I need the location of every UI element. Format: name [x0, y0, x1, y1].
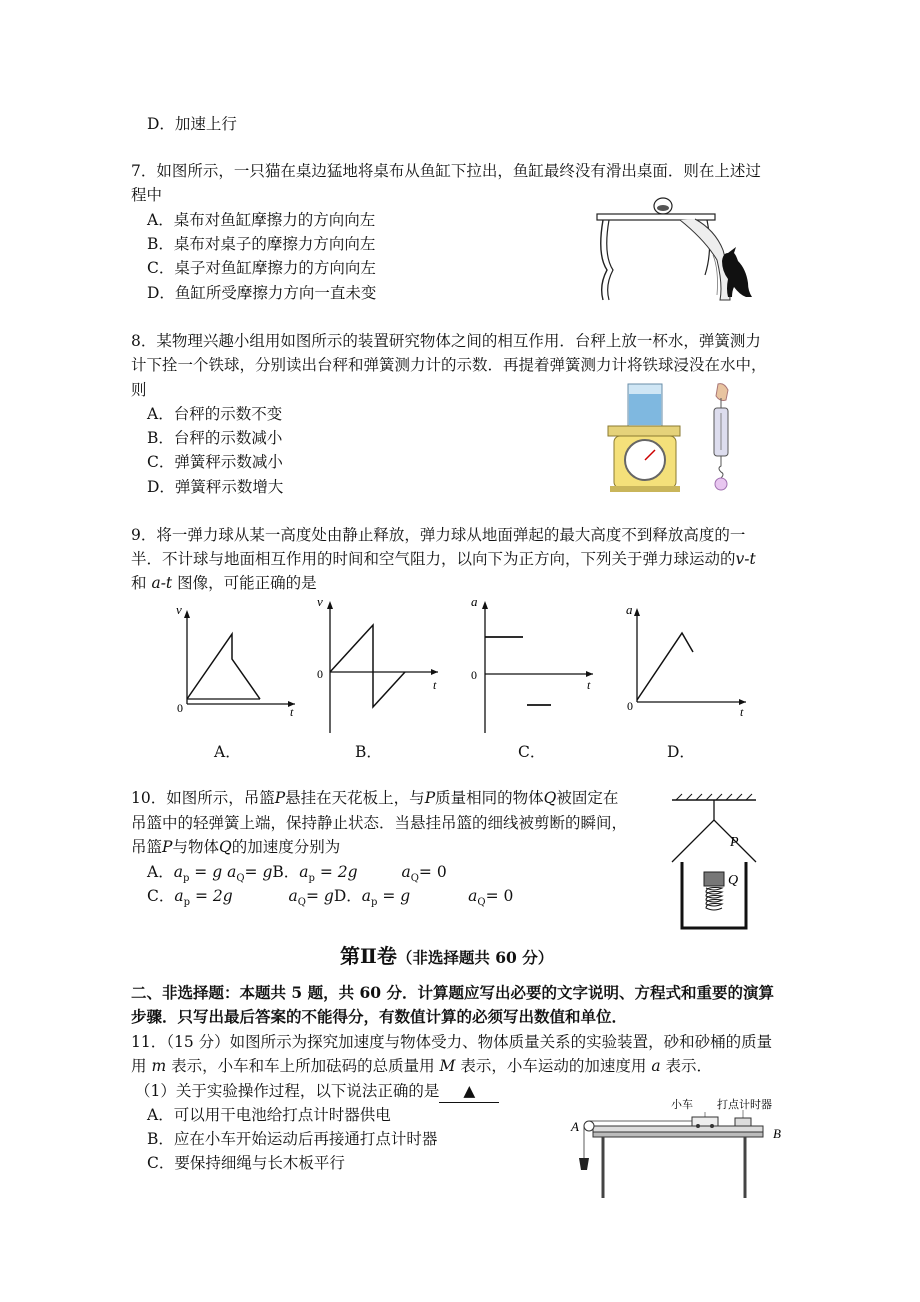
graph-a-curve — [187, 634, 260, 699]
q10-p1: P — [274, 789, 286, 807]
q10-s3a: 吊篮 — [131, 838, 163, 856]
graph-d-curve — [637, 633, 693, 700]
q7-option-d: D．鱼缸所受摩擦力方向一直未变 — [147, 284, 377, 302]
q10-eq2: = — [244, 863, 263, 881]
graph-d — [620, 600, 755, 718]
graph-a-t-label: t — [290, 705, 294, 719]
q10-sub-q4: Q — [477, 897, 486, 909]
graph-b-curve — [330, 625, 405, 707]
part2-title-text: 第Ⅱ卷 — [340, 944, 397, 968]
q11-M: M — [439, 1057, 456, 1075]
q8-stem-line1: 8．某物理兴趣小组用如图所示的装置研究物体之间的相互作用．台秤上放一杯水，弹簧测力 — [131, 332, 761, 350]
part2-title — [340, 942, 553, 972]
q11-m: m — [151, 1057, 167, 1075]
q10-sub-q3: Q — [297, 897, 306, 909]
graph-c-a-label: a — [471, 595, 478, 609]
q7-option-a: A．桌布对鱼缸摩擦力的方向向左 — [147, 211, 376, 229]
q10-options-line2 — [147, 885, 513, 914]
q10-zero2: = 0 — [485, 887, 514, 905]
q10-a-sym4: a — [401, 863, 411, 881]
q10-sub-p: p — [182, 873, 190, 885]
q10-sub-p2: p — [308, 873, 315, 885]
graph-a-v-label: v — [176, 604, 182, 617]
q10-eq6: = — [377, 887, 401, 905]
graph-b-t-label: t — [433, 678, 437, 692]
q10-2g2: 2g — [212, 887, 233, 905]
q8-option-a: A．台秤的示数不变 — [147, 405, 283, 423]
q10-s1d: 被固定在 — [556, 789, 619, 807]
graph-b-label: B． — [355, 743, 382, 761]
q9-at-label: a-t — [151, 574, 173, 592]
graph-b-v-label: v — [317, 595, 323, 609]
q11-stem-line2 — [131, 1055, 712, 1077]
q11-sub1-text: （1）关于实验操作过程，以下说法正确的是 — [135, 1082, 440, 1100]
graph-d-origin: 0 — [627, 699, 633, 713]
figure-label-p: P — [730, 835, 739, 850]
graph-c-label: C． — [518, 743, 546, 761]
q10-a-sym3: a — [299, 863, 309, 881]
q10-a-sym7: a — [361, 887, 372, 905]
q10-sub-p4: p — [371, 897, 378, 909]
figure-label-q: Q — [728, 873, 739, 888]
q10-s3b: 与物体 — [172, 838, 219, 856]
q9-stem-line2-text: 半．不计球与地面相互作用的时间和空气阻力，以向下为正方向，下列关于弹力球运动的 — [131, 550, 736, 568]
q10-a-sym6: a — [288, 887, 298, 905]
q7-stem-line1: 7．如图所示，一只猫在桌边猛地将桌布从鱼缸下拉出，鱼缸最终没有滑出桌面．则在上述过 — [131, 162, 761, 180]
graph-d-a-label: a — [626, 602, 633, 617]
graph-a-origin: 0 — [177, 701, 183, 715]
scale-and-spring-balance-figure — [600, 380, 750, 495]
q9-stem-line3-a: 和 — [131, 574, 147, 592]
q8-option-b: B．台秤的示数减小 — [147, 429, 283, 447]
q10-s1a: 10．如图所示，吊篮 — [131, 789, 275, 807]
q10-stem-line2: 吊篮中的轻弹簧上端，保持静止状态．当悬挂吊篮的细线被剪断的瞬间， — [131, 814, 628, 832]
q10-a-sym2: a — [227, 863, 237, 881]
q9-vt-label: v-t — [735, 550, 756, 568]
part2-subtitle: （非选择题共 60 分） — [396, 948, 554, 967]
q10-a-sym: a — [173, 863, 183, 881]
graph-c — [465, 595, 600, 740]
q10-a-sym5: a — [174, 887, 184, 905]
q11-a: a — [651, 1057, 661, 1075]
q10-sub-p3: p — [183, 897, 191, 909]
q10-opt-b-letter: B． — [272, 863, 300, 881]
q10-sub-q: Q — [236, 873, 245, 885]
q11-option-b: B．应在小车开始运动后再接通打点计时器 — [147, 1130, 438, 1148]
q11-answer-blank[interactable]: ▲ — [439, 1080, 499, 1103]
hanging-basket-figure — [670, 790, 770, 940]
q10-sub-q2: Q — [410, 873, 419, 885]
q8-option-c: C．弹簧秤示数减小 — [147, 453, 283, 471]
q9-stem-line3-c: 图像，可能正确的是 — [177, 574, 317, 592]
q10-q1: Q — [543, 789, 557, 807]
q10-opt-d-letter: D． — [333, 887, 362, 905]
q10-stem-line1 — [131, 787, 618, 809]
q7-option-b: B．桌布对桌子的摩擦力方向向左 — [147, 235, 376, 253]
graph-d-label: D． — [667, 743, 695, 761]
q10-eq4: = — [190, 887, 213, 905]
figure-point-b: B — [773, 1126, 781, 1141]
q11-s2d: 表示． — [665, 1057, 713, 1075]
q8-stem-line2: 计下拴一个铁球，分别读出台秤和弹簧测力计的示数．再提着弹簧测力计将铁球浸没在水中， — [131, 356, 767, 374]
q6-option-d: D．加速上行 — [147, 115, 237, 133]
figure-cart-label: 小车 — [671, 1099, 693, 1111]
cart-experiment-figure — [565, 1088, 790, 1203]
graph-c-origin: 0 — [471, 668, 477, 682]
graph-a — [170, 604, 305, 719]
q10-s3c: 的加速度分别为 — [231, 838, 341, 856]
q10-g3: g — [323, 887, 334, 905]
q10-opt-a-letter: A． — [147, 863, 174, 881]
q11-s2c: 表示，小车运动的加速度用 — [460, 1057, 647, 1075]
cat-table-figure — [595, 195, 765, 305]
q10-zero1: = 0 — [418, 863, 447, 881]
q10-g1: g — [212, 863, 223, 881]
q9-stem-line1: 9．将一弹力球从某一高度处由静止释放，弹力球从地面弹起的最大高度不到释放高度的一 — [131, 526, 746, 544]
q10-eq5: = — [306, 887, 324, 905]
part2-heading-line1: 二、非选择题：本题共 5 题，共 60 分．计算题应写出必要的文字说明、方程式和重要的演算 — [131, 983, 774, 1002]
q11-option-a: A．可以用干电池给打点计时器供电 — [147, 1106, 391, 1124]
figure-timer-label: 打点计时器 — [717, 1099, 772, 1111]
q10-g4: g — [400, 887, 411, 905]
q9-stem-line2 — [131, 548, 756, 570]
q7-option-c: C．桌子对鱼缸摩擦力的方向向左 — [147, 259, 376, 277]
graph-b — [313, 595, 448, 740]
q10-p3: P — [162, 838, 173, 856]
q7-stem-line2: 程中 — [131, 186, 163, 204]
q10-q2: Q — [218, 838, 232, 856]
figure-point-a: A — [571, 1119, 579, 1134]
q10-eq1: = — [189, 863, 213, 881]
q10-2g1: 2g — [337, 863, 358, 881]
q11-s2a: 用 — [131, 1057, 147, 1075]
graph-a-label: A． — [214, 743, 241, 761]
part2-heading-line2: 步骤．只写出最后答案的不能得分，有数值计算的必须写出数值和单位． — [131, 1007, 628, 1026]
q11-option-c: C．要保持细绳与长木板平行 — [147, 1154, 345, 1172]
q11-sub1 — [135, 1080, 499, 1103]
q10-opt-c-letter: C． — [147, 887, 175, 905]
q8-stem-line3: 则 — [131, 381, 147, 399]
graph-b-origin: 0 — [317, 667, 323, 681]
q10-g2: g — [262, 863, 273, 881]
q10-p2: P — [424, 789, 436, 807]
q10-s1b: 悬挂在天花板上，与 — [285, 789, 425, 807]
q10-eq3: = — [314, 863, 338, 881]
graph-c-t-label: t — [587, 678, 591, 692]
q9-stem-line3 — [131, 572, 317, 594]
q11-s2b: 表示，小车和车上所加砝码的总质量用 — [171, 1057, 435, 1075]
graph-d-t-label: t — [740, 705, 744, 718]
q10-stem-line3 — [131, 836, 340, 858]
q10-s1c: 质量相同的物体 — [435, 789, 544, 807]
q11-stem-line1: 11．（15 分）如图所示为探究加速度与物体受力、物体质量关系的实验装置，砂和砂桶的质量 — [131, 1033, 773, 1051]
q10-a-sym8: a — [468, 887, 478, 905]
q8-option-d: D．弹簧秤示数增大 — [147, 478, 284, 496]
